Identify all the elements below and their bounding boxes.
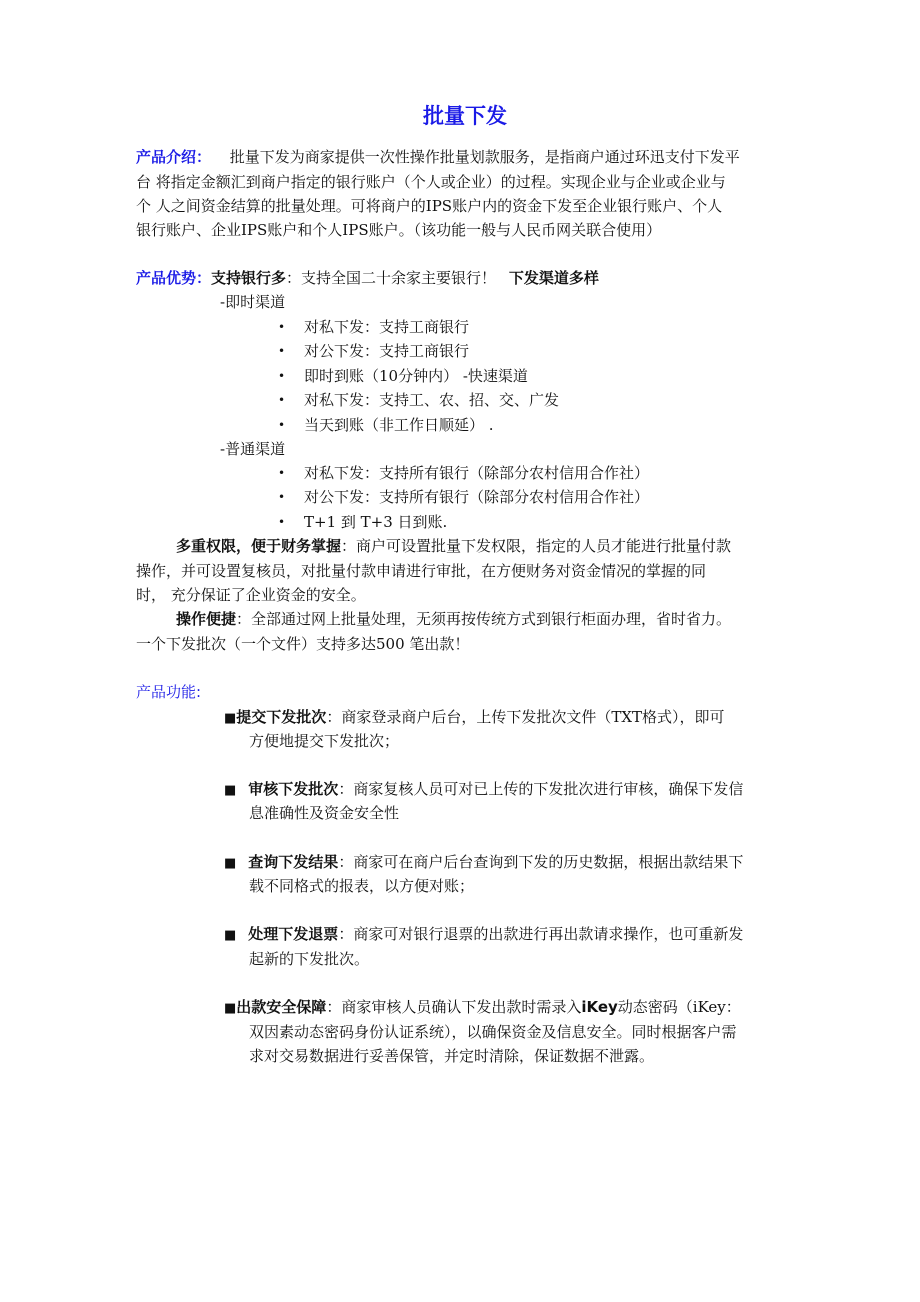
permission-text-3: 时， 充分保证了企业资金的安全。 xyxy=(136,586,366,604)
permission-paragraph xyxy=(176,534,731,558)
intro-text-3: 个 人之间资金结算的批量处理。可将商户的IPS账户内的资金下发至企业银行账户、个人 xyxy=(136,197,723,215)
feature-text: ：商家可对银行退票的出款进行再出款请求操作，也可重新发 xyxy=(338,925,744,943)
bank-support-text: ：支持全国二十余家主要银行！ xyxy=(286,269,497,287)
list-item-text: 对公下发：支持工商银行 xyxy=(304,342,470,360)
feature-text: 方便地提交下发批次； xyxy=(249,732,400,750)
feature-text: 动态密码（iKey： xyxy=(617,998,741,1016)
square-bullet-icon: ■ xyxy=(224,783,237,798)
advantages-label: 产品优势： xyxy=(136,269,212,287)
feature-title: 处理下发退票 xyxy=(248,925,339,943)
bullet-icon: • xyxy=(278,344,286,358)
list-item xyxy=(0,510,920,534)
feature-item-security xyxy=(224,995,741,1019)
list-item-text: 对私下发：支持工、农、招、交、广发 xyxy=(304,391,560,409)
ease-text-1: ：全部通过网上批量处理，无须再按传统方式到银行柜面办理，省时省力。 xyxy=(236,610,732,628)
ease-text-2: 一个下发批次（一个文件）支持多达500 笔出款！ xyxy=(136,635,470,653)
feature-text: ：商家可在商户后台查询到下发的历史数据，根据出款结果下 xyxy=(338,853,744,871)
square-bullet-icon: ■ xyxy=(224,928,237,943)
permission-text-2: 操作，并可设置复核员，对批量付款申请进行审批，在方便财务对资金情况的掌握的同 xyxy=(136,562,707,580)
permission-heading: 多重权限，便于财务掌握 xyxy=(176,537,342,555)
feature-text: 起新的下发批次。 xyxy=(249,950,370,968)
list-item xyxy=(0,364,920,388)
feature-title: 提交下发批次 xyxy=(236,708,327,726)
feature-title: 审核下发批次 xyxy=(248,780,339,798)
feature-item-refund xyxy=(224,922,743,946)
bullet-icon: • xyxy=(278,490,286,504)
page-title: 批量下发 xyxy=(423,104,507,128)
bullet-icon: • xyxy=(278,466,286,480)
feature-text: 双因素动态密码身份认证系统），以确保资金及信息安全。同时根据客户需 xyxy=(249,1023,737,1041)
intro-line-1 xyxy=(136,145,740,169)
bullet-icon: • xyxy=(278,393,286,407)
bullet-icon: • xyxy=(278,320,286,334)
intro-text-2: 台 将指定金额汇到商户指定的银行账户（个人或企业）的过程。实现企业与企业或企业与 xyxy=(136,173,726,191)
square-bullet-icon: ■ xyxy=(224,711,237,726)
permission-text-1: ：商户可设置批量下发权限，指定的人员才能进行批量付款 xyxy=(341,537,732,555)
feature-item-submit xyxy=(224,705,725,729)
bullet-icon: • xyxy=(278,515,286,529)
feature-item-query xyxy=(224,850,743,874)
list-item-text: 对私下发：支持所有银行（除部分农村信用合作社） xyxy=(304,464,650,482)
instant-channel-header: -即时渠道 xyxy=(220,293,286,311)
square-bullet-icon: ■ xyxy=(224,1001,237,1016)
channels-heading: 下发渠道多样 xyxy=(508,269,599,287)
intro-label: 产品介绍： xyxy=(136,148,212,166)
list-item xyxy=(0,485,920,509)
list-item-text: 当天到账（非工作日顺延） . xyxy=(304,416,494,434)
ikey-term: iKey xyxy=(581,998,618,1016)
advantages-line xyxy=(136,266,599,290)
feature-text: 载不同格式的报表，以方便对账； xyxy=(249,877,475,895)
intro-text-1: 批量下发为商家提供一次性操作批量划款服务，是指商户通过环迅支付下发平 xyxy=(229,148,740,166)
feature-text: ：商家复核人员可对已上传的下发批次进行审核，确保下发信 xyxy=(338,780,744,798)
list-item-text: T+1 到 T+3 日到账. xyxy=(304,513,448,531)
bullet-icon: • xyxy=(278,418,286,432)
list-item xyxy=(0,339,920,363)
feature-item-review xyxy=(224,777,743,801)
intro-text-4: 银行账户、企业IPS账户和个人IPS账户。（该功能一般与人民币网关联合使用） xyxy=(136,221,662,239)
feature-title: 查询下发结果 xyxy=(248,853,339,871)
ease-heading: 操作便捷 xyxy=(176,610,237,628)
feature-text: ：商家登录商户后台，上传下发批次文件（TXT格式），即可 xyxy=(326,708,725,726)
list-item xyxy=(0,461,920,485)
feature-text: 息准确性及资金安全性 xyxy=(249,804,400,822)
feature-title: 出款安全保障 xyxy=(236,998,327,1016)
square-bullet-icon: ■ xyxy=(224,856,237,871)
list-item-text: 对私下发：支持工商银行 xyxy=(304,318,470,336)
feature-text: ：商家审核人员确认下发出款时需录入 xyxy=(326,998,582,1016)
list-item xyxy=(0,388,920,412)
features-colon: : xyxy=(196,683,202,701)
bank-support-heading: 支持银行多 xyxy=(211,269,287,287)
features-label: 产品功能 xyxy=(136,683,197,701)
list-item xyxy=(0,413,920,437)
feature-text: 求对交易数据进行妥善保管，并定时清除，保证数据不泄露。 xyxy=(249,1047,655,1065)
list-item-text: 对公下发：支持所有银行（除部分农村信用合作社） xyxy=(304,488,650,506)
list-item-text: 即时到账（10分钟内） -快速渠道 xyxy=(304,367,528,385)
normal-channel-header: -普通渠道 xyxy=(220,440,286,458)
features-heading xyxy=(136,680,201,704)
bullet-icon: • xyxy=(278,369,286,383)
list-item xyxy=(0,315,920,339)
ease-paragraph xyxy=(176,607,731,631)
